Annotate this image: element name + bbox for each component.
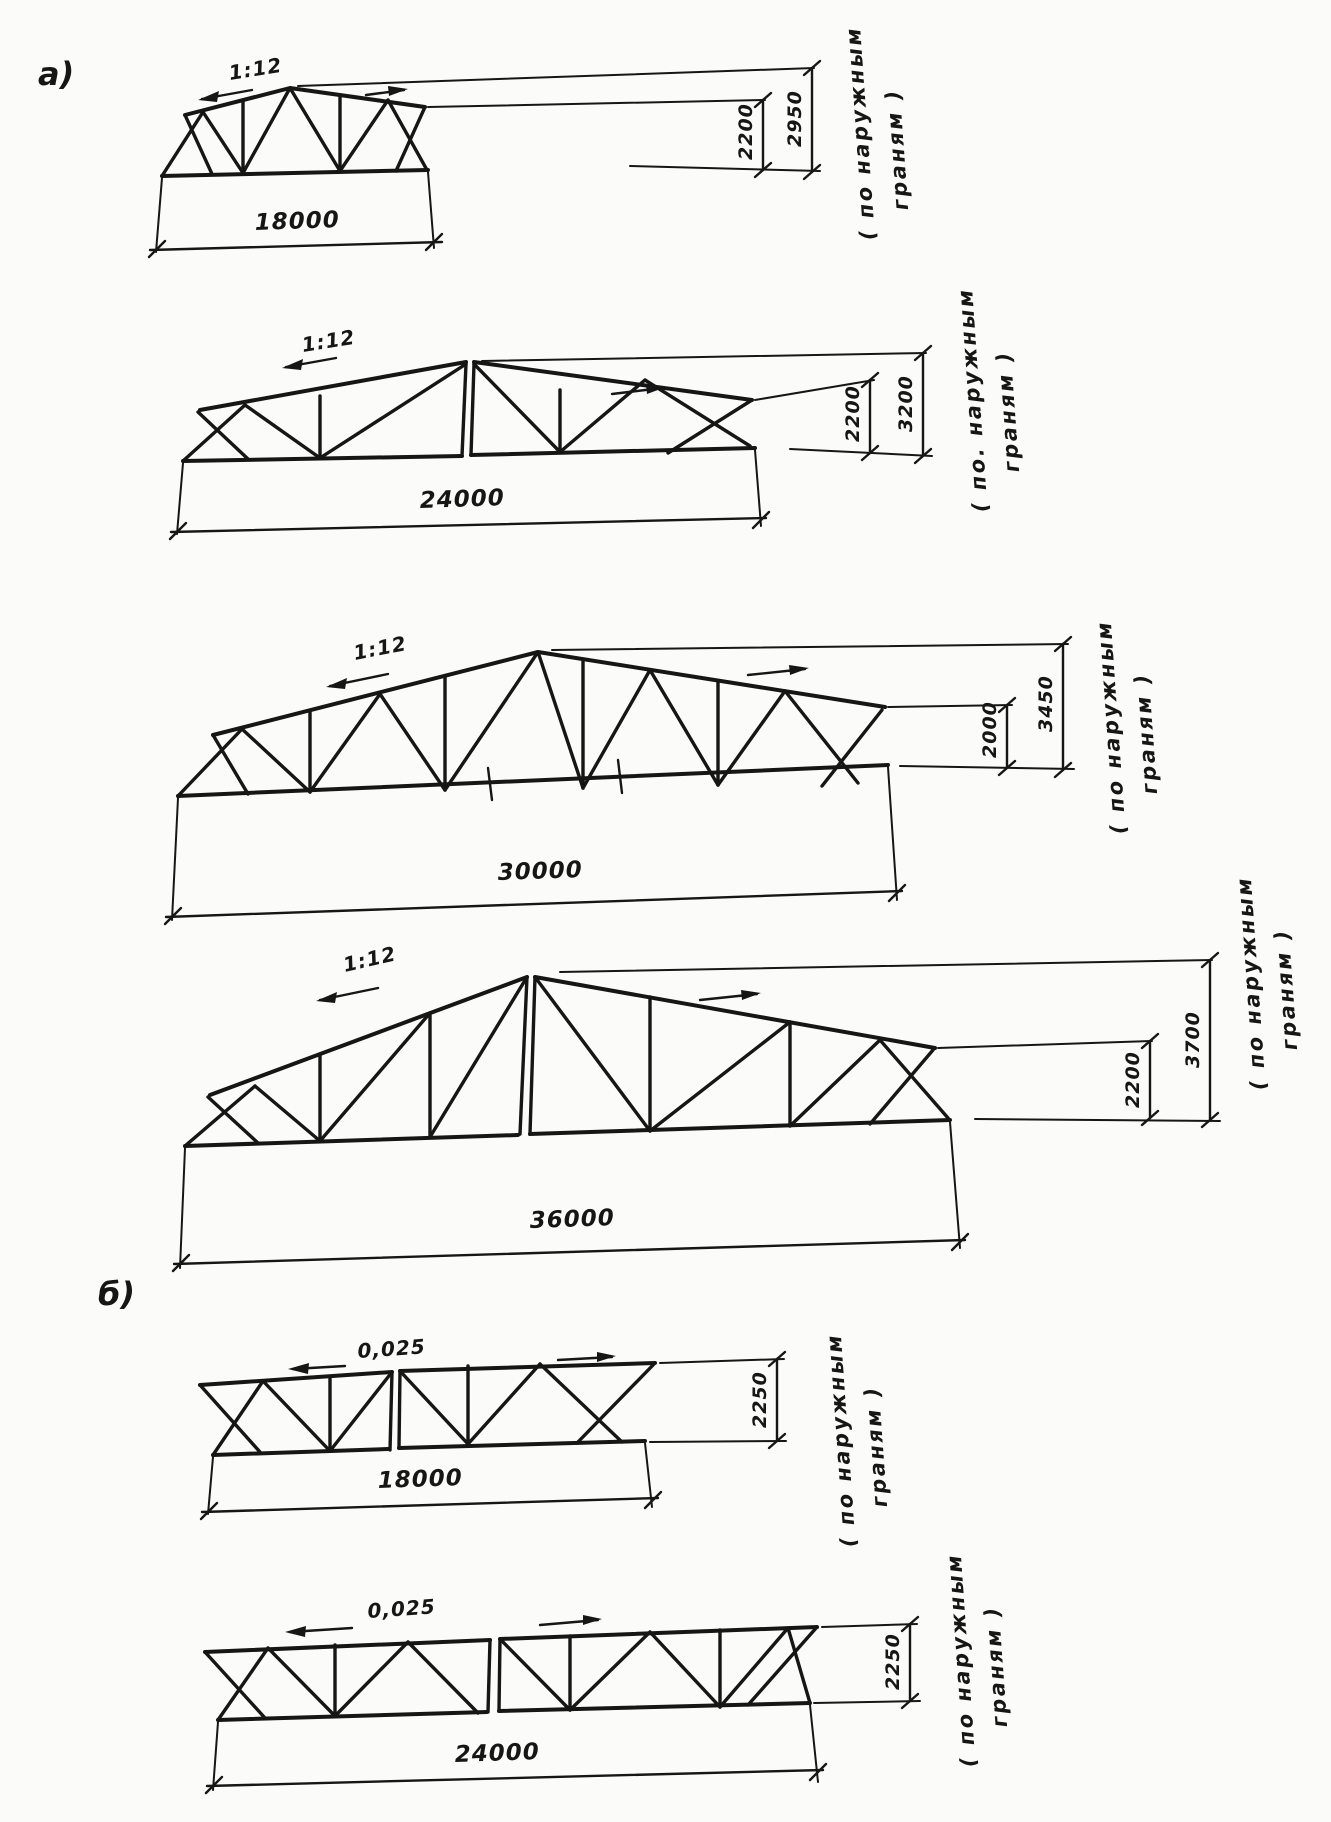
height-dimensions <box>482 346 932 463</box>
span-value: 18000 <box>254 207 341 236</box>
slope-label: 1:12 <box>340 941 399 977</box>
height-large: 3200 <box>895 375 917 432</box>
height-dimensions <box>650 1352 786 1448</box>
slope-arrow-right <box>741 990 761 1000</box>
note-line2: граням ) <box>1129 671 1163 796</box>
note-line2: граням ) <box>859 1384 893 1509</box>
truss-members <box>178 652 888 800</box>
slope-arrow-right <box>789 665 809 675</box>
height-dimensions <box>814 1617 920 1708</box>
height-small: 2200 <box>735 103 757 160</box>
note-line1: ( по наружным <box>821 1332 861 1549</box>
web-members <box>183 364 752 461</box>
truss-gable-30m <box>165 619 1162 924</box>
note-line2: граням ) <box>1269 927 1303 1052</box>
bottom-chord-left <box>185 1135 518 1146</box>
note-line2: граням ) <box>991 349 1025 474</box>
note-line2: граням ) <box>880 87 914 212</box>
bottom-chord-right <box>471 448 755 455</box>
height-large: 3700 <box>1182 1011 1204 1068</box>
section-a-label: а) <box>38 55 75 93</box>
section-b-label: б) <box>98 1275 135 1313</box>
note-line1: ( по. наружным <box>953 286 993 514</box>
slope-arrow-left <box>288 1363 309 1374</box>
span-value: 24000 <box>454 1739 541 1768</box>
top-chord-right <box>500 1627 817 1639</box>
truss-members <box>200 1363 655 1455</box>
slope-arrow-left <box>316 992 337 1003</box>
slope-annotation <box>316 941 761 1003</box>
top-chord-right <box>400 1363 655 1371</box>
slope-label: 1:12 <box>351 631 409 665</box>
slope-arrow-left <box>198 91 219 102</box>
truss-members <box>205 1627 817 1720</box>
truss-flat-24m <box>205 1552 1012 1793</box>
note-line2: граням ) <box>979 1604 1013 1729</box>
height-small: 2250 <box>749 1371 771 1428</box>
slope-label: 0,025 <box>356 1334 427 1363</box>
outer-faces-note <box>1092 619 1162 835</box>
span-value: 24000 <box>419 485 506 514</box>
outer-faces-note <box>822 1332 892 1548</box>
slope-annotation <box>326 631 809 689</box>
web-members <box>178 652 882 796</box>
note-line1: ( по наружным <box>1091 619 1131 836</box>
slope-arrow-right <box>388 86 408 96</box>
outer-faces-note <box>1232 875 1302 1091</box>
bottom-chord-right <box>499 1703 810 1711</box>
span-dimension <box>149 172 442 257</box>
top-chord-right <box>535 977 935 1048</box>
top-chord-left <box>200 362 466 410</box>
top-chord-left <box>210 977 527 1095</box>
bottom-chord-right <box>399 1441 645 1448</box>
span-value: 30000 <box>497 857 584 886</box>
top-chord-left <box>200 1372 392 1385</box>
span-value: 36000 <box>529 1205 616 1234</box>
height-small: 2250 <box>882 1633 904 1690</box>
slope-arrow-left <box>326 678 347 689</box>
note-line1: ( по наружным <box>941 1552 981 1769</box>
slope-annotation <box>198 53 408 102</box>
height-small: 2000 <box>979 701 1001 758</box>
outer-faces-note <box>953 287 1024 513</box>
outer-faces-note <box>841 25 913 241</box>
truss-gable-36m <box>173 875 1302 1271</box>
note-line1: ( по наружным <box>1231 875 1271 1092</box>
truss-gable-24m <box>170 287 1024 539</box>
outer-faces-note <box>942 1552 1012 1768</box>
bottom-chord-left <box>213 1449 388 1455</box>
height-large: 2950 <box>784 90 806 147</box>
span-value: 18000 <box>377 1465 464 1494</box>
height-small: 2200 <box>842 385 864 442</box>
top-chord-left <box>205 1640 490 1652</box>
slope-label: 0,025 <box>366 1594 437 1623</box>
bottom-chord-right <box>530 1120 950 1134</box>
note-line1: ( по наружным <box>841 25 880 242</box>
truss-members <box>185 977 950 1146</box>
truss-gable-18m <box>149 25 913 257</box>
slope-label: 1:12 <box>227 52 284 85</box>
span-dimension <box>170 450 769 539</box>
truss-members <box>162 88 428 176</box>
truss-members <box>183 362 755 461</box>
web-members <box>162 88 427 176</box>
height-large: 3450 <box>1035 675 1057 732</box>
slope-label: 1:12 <box>300 324 357 357</box>
slope-arrow-left <box>285 1626 306 1637</box>
height-small: 2200 <box>1122 1051 1144 1108</box>
slope-arrow-left <box>282 359 303 370</box>
slope-annotation <box>285 1594 602 1637</box>
bottom-chord <box>162 170 428 176</box>
truss-flat-18m <box>200 1332 892 1548</box>
